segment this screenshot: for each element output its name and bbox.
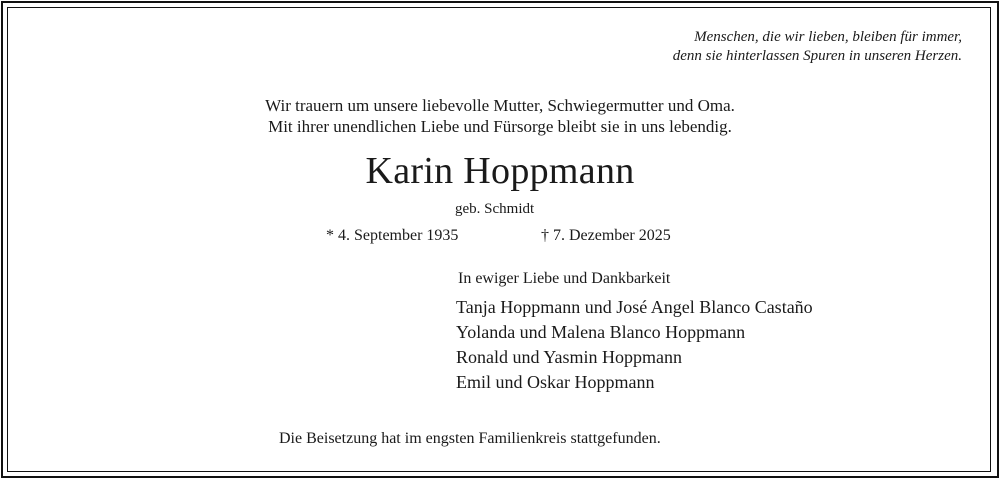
intro-line-2: Mit ihrer unendlichen Liebe und Fürsorge bleibt sie in uns lebendig. xyxy=(268,117,732,136)
mourner-line-4: Emil und Oskar Hoppmann xyxy=(456,372,655,392)
motto-line-1: Menschen, die wir lieben, bleiben für immer, xyxy=(694,29,962,45)
birth-date: * 4. September 1935 xyxy=(326,227,459,244)
mourners-heading: In ewiger Liebe und Dankbarkeit xyxy=(458,270,671,287)
death-date: † 7. Dezember 2025 xyxy=(541,227,671,244)
mourner-line-2: Yolanda und Malena Blanco Hoppmann xyxy=(456,322,746,342)
intro-line-1: Wir trauern um unsere liebevolle Mutter, Schwiegermutter und Oma. xyxy=(265,96,735,115)
motto-line-2: denn sie hinterlassen Spuren in unseren Herzen. xyxy=(672,48,962,64)
inner-border xyxy=(7,7,991,472)
deceased-name: Karin Hoppmann xyxy=(365,150,635,192)
closing-note: Die Beisetzung hat im engsten Familienkreis stattgefunden. xyxy=(279,430,661,447)
maiden-name: geb. Schmidt xyxy=(455,201,535,217)
mourner-line-3: Ronald und Yasmin Hoppmann xyxy=(456,347,683,367)
mourner-line-1: Tanja Hoppmann und José Angel Blanco Castaño xyxy=(456,297,813,317)
